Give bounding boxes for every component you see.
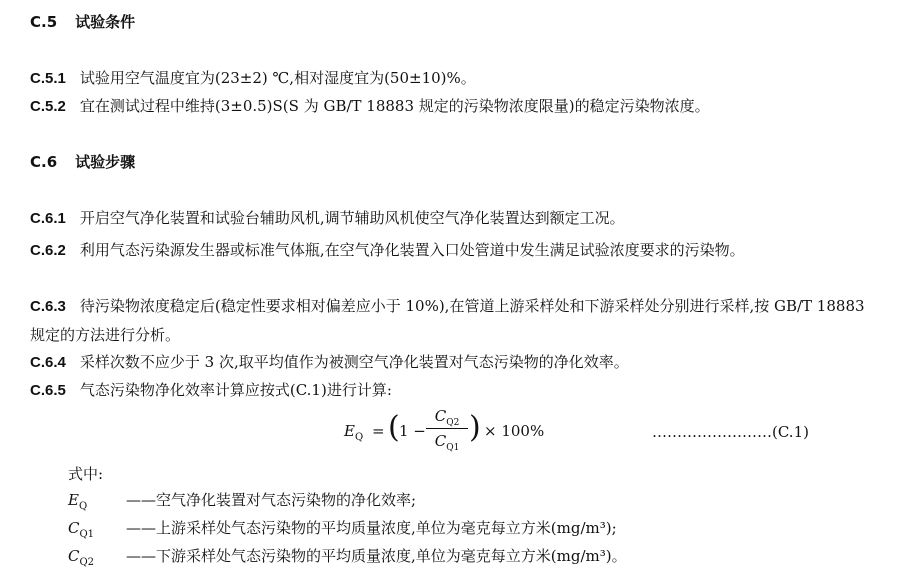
formula-number-leader: ……………………(C.1)	[652, 423, 809, 441]
formula-lhs-subscript: Q	[354, 432, 364, 443]
clause-c6-4	[30, 352, 629, 373]
numerator-symbol: C	[434, 407, 447, 425]
formula-equals: =	[372, 422, 385, 440]
right-paren: )	[469, 410, 481, 445]
clause-number: C.6.2	[30, 242, 66, 259]
left-paren: (	[388, 410, 400, 445]
clause-text: 气态污染物净化效率计算应按式(C.1)进行计算:	[79, 381, 392, 399]
formula-lhs	[344, 422, 363, 443]
clause-c6-1	[30, 208, 625, 229]
clause-text: 试验用空气温度宜为(23±2) ℃,相对湿度宜为(50±10)%。	[79, 69, 476, 87]
definition-symbol	[68, 518, 126, 545]
definition-eq	[68, 490, 416, 517]
clause-text: 开启空气净化装置和试验台辅助风机,调节辅助风机使空气净化装置达到额定工况。	[79, 209, 625, 227]
formula-lhs-symbol: E	[344, 422, 355, 440]
section-number: C.5	[30, 13, 58, 31]
clause-number: C.6.5	[30, 382, 66, 399]
clause-number: C.6.3	[30, 298, 66, 315]
clause-number: C.6.4	[30, 354, 66, 371]
fraction-numerator	[426, 405, 468, 427]
definition-cq2	[68, 546, 627, 573]
formula-one-minus: 1 −	[399, 422, 426, 440]
definition-text: ——下游采样处气态污染物的平均质量浓度,单位为毫克每立方米(mg/m³)。	[126, 547, 627, 565]
section-heading-c6	[30, 152, 135, 172]
formula-times: × 100%	[484, 422, 545, 440]
definition-symbol	[68, 546, 126, 573]
denominator-symbol: C	[434, 432, 447, 450]
denominator-subscript: Q1	[446, 443, 460, 453]
clause-c6-2	[30, 236, 870, 265]
symbol-subscript: Q2	[79, 557, 95, 568]
clause-text: 待污染物浓度稳定后(稳定性要求相对偏差应小于 10%),在管道上游采样处和下游采样处分别进行采样,按 GB/T 18883 规定的方法进行分析。	[30, 297, 865, 344]
symbol-letter: C	[68, 519, 80, 537]
symbol-subscript: Q1	[79, 529, 95, 540]
clause-number: C.5.2	[30, 98, 66, 115]
clause-number: C.5.1	[30, 70, 66, 87]
section-title: 试验条件	[75, 13, 136, 31]
clause-c5-1	[30, 68, 476, 89]
where-label: 式中:	[68, 465, 104, 483]
definition-symbol	[68, 490, 126, 517]
clause-c6-3	[30, 292, 870, 349]
definition-text: ——上游采样处气态污染物的平均质量浓度,单位为毫克每立方米(mg/m³);	[126, 519, 617, 537]
symbol-letter: E	[68, 491, 79, 509]
section-number: C.6	[30, 153, 58, 171]
symbol-subscript: Q	[78, 501, 88, 512]
section-heading-c5	[30, 12, 135, 32]
clause-text: 宜在测试过程中维持(3±0.5)S(S 为 GB/T 18883 规定的污染物浓度限量)的稳定污染物浓度。	[79, 97, 710, 115]
clause-c6-5	[30, 380, 392, 401]
clause-text: 采样次数不应少于 3 次,取平均值作为被测空气净化装置对气态污染物的净化效率。	[79, 353, 629, 371]
section-title: 试验步骤	[75, 153, 136, 171]
definition-cq1	[68, 518, 617, 545]
symbol-letter: C	[68, 547, 80, 565]
clause-text: 利用气态污染源发生器或标准气体瓶,在空气净化装置入口处管道中发生满足试验浓度要求的污染物。	[79, 241, 745, 259]
clause-number: C.6.1	[30, 210, 66, 227]
numerator-subscript: Q2	[446, 418, 460, 428]
fraction-denominator	[426, 430, 468, 452]
formula-fraction	[426, 405, 468, 452]
definition-text: ——空气净化装置对气态污染物的净化效率;	[126, 491, 417, 509]
clause-c5-2	[30, 96, 710, 117]
fraction-bar	[426, 428, 468, 429]
